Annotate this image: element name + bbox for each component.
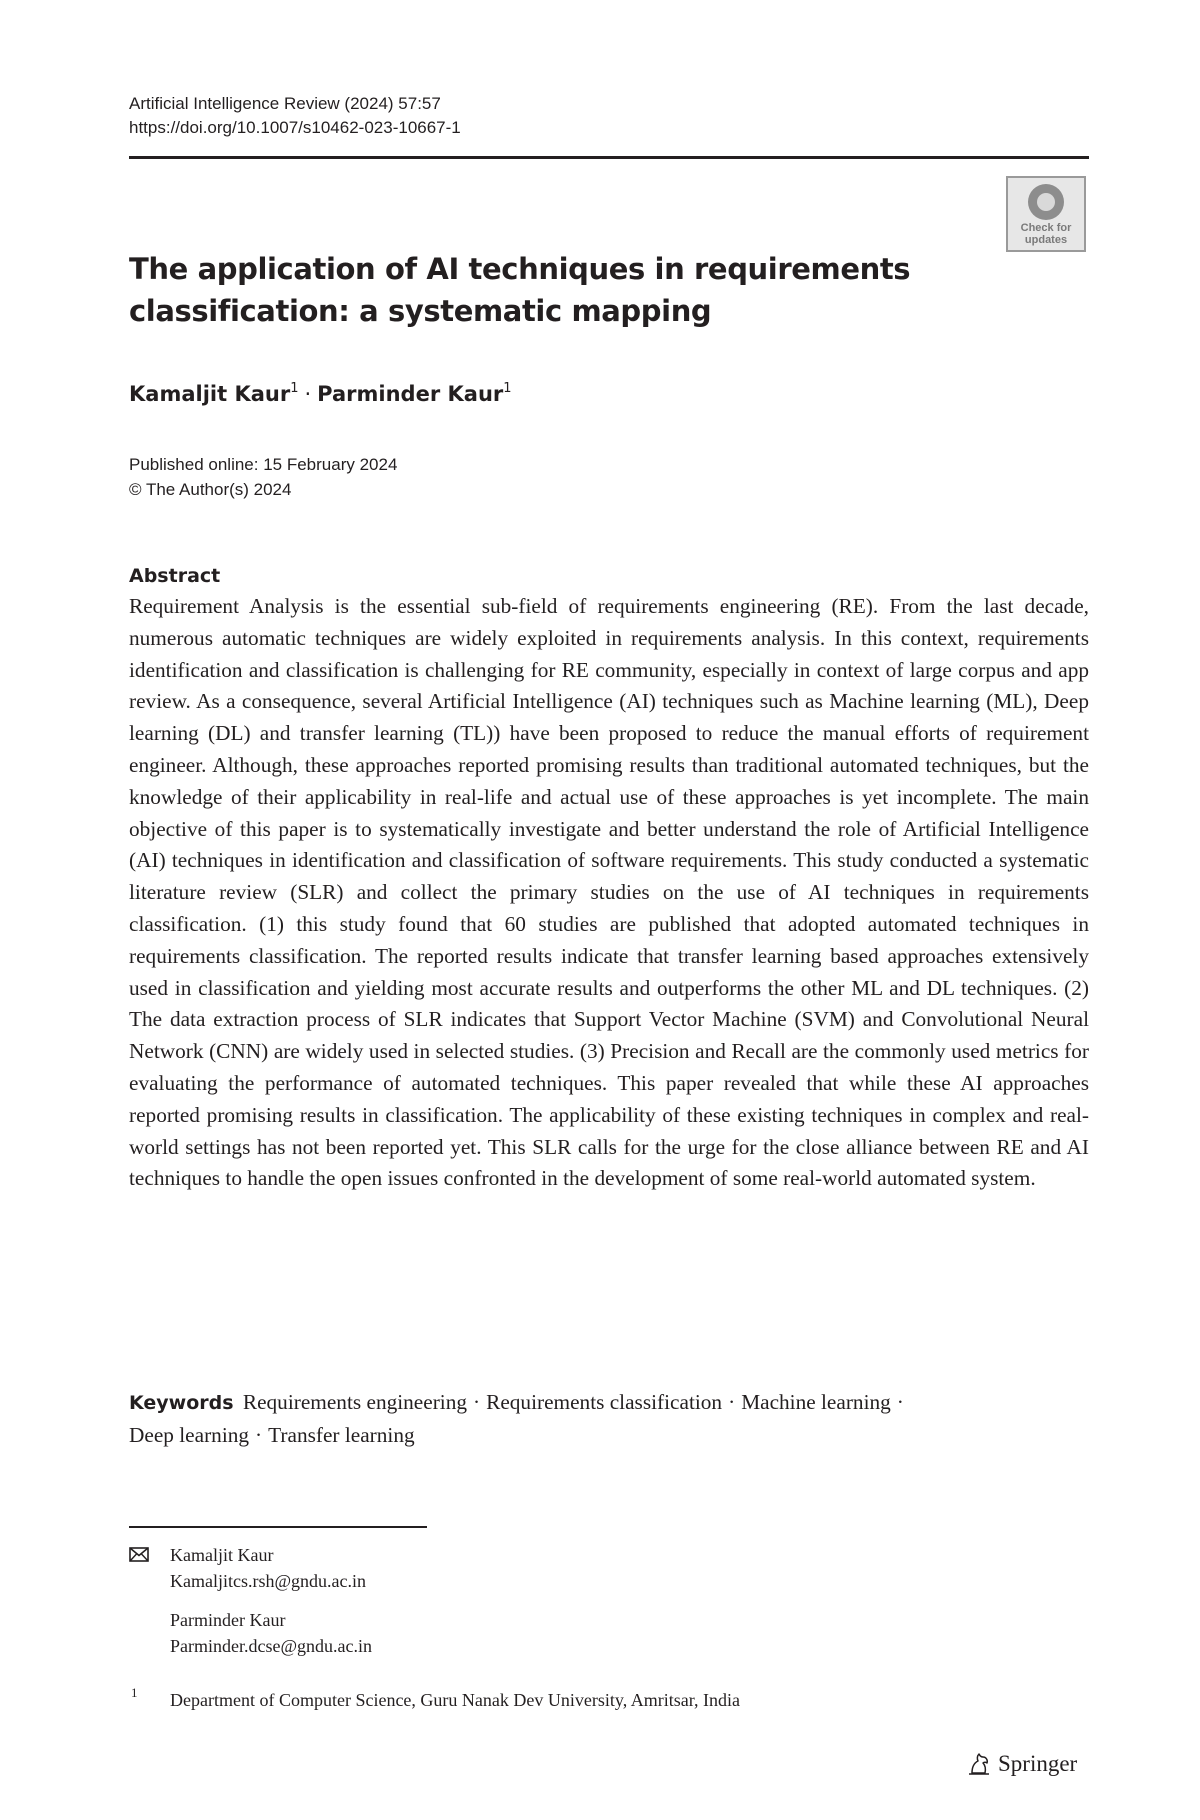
keyword-separator: · [896, 1390, 904, 1414]
check-for-updates-badge[interactable] [1006, 176, 1086, 252]
affiliation-number: 1 [131, 1685, 138, 1700]
keywords-label: Keywords [129, 1392, 234, 1414]
keyword-item: Transfer learning [268, 1423, 415, 1447]
springer-logo [966, 1749, 1077, 1779]
coauthor-name: Parminder Kaur [170, 1610, 286, 1630]
author-separator: · [304, 382, 312, 406]
paper-title: The application of AI techniques in requirements classification: a systematic mapping [129, 252, 911, 328]
keywords-section [129, 1386, 1089, 1451]
check-for-updates-icon [1028, 184, 1064, 220]
check-for-updates-label: Check for updates [1020, 222, 1072, 246]
copyright-notice: © The Author(s) 2024 [129, 480, 292, 499]
keyword-item: Requirements engineering [242, 1390, 468, 1414]
envelope-icon [129, 1547, 149, 1562]
abstract-heading: Abstract [129, 565, 221, 587]
published-online-date: Published online: 15 February 2024 [129, 455, 398, 474]
journal-citation: Artificial Intelligence Review (2024) 57:57 [129, 94, 441, 113]
keyword-item: Requirements classification [486, 1390, 723, 1414]
footnote-rule [129, 1526, 427, 1528]
keyword-item: Deep learning [129, 1423, 250, 1447]
corresponding-author-email[interactable]: Kamaljitcs.rsh@gndu.ac.in [170, 1571, 367, 1591]
doi-link[interactable]: https://doi.org/10.1007/s10462-023-10667-1 [129, 118, 461, 137]
coauthor-email[interactable]: Parminder.dcse@gndu.ac.in [170, 1636, 373, 1656]
springer-horse-icon [966, 1751, 992, 1777]
keyword-item: Machine learning [741, 1390, 891, 1414]
affiliation-text: Department of Computer Science, Guru Nanak Dev University, Amritsar, India [170, 1690, 740, 1710]
keyword-separator: · [473, 1390, 481, 1414]
author-affiliation-mark: 1 [290, 381, 299, 396]
author-list [129, 380, 512, 408]
author-affiliation-mark: 1 [503, 381, 512, 396]
keyword-separator: · [728, 1390, 736, 1414]
header-rule [129, 156, 1089, 159]
abstract-body: Requirement Analysis is the essential sub-field of requirements engineering (RE). From the last decade, numerous automatic techniques are widely exploited in requirements analysis. In this context, requirements identification and classification is challenging for RE community, especially in context of large corpus and app review. As a consequence, several Artificial Intelligence (AI) techniques such as Machine learning (ML), Deep learning (DL) and transfer learning (TL)) have been proposed to reduce the manual efforts of requirement engineer. Although, these approaches reported promising results than traditional automated techniques, but the knowledge of their applicability in real-life and actual use of these approaches is yet incomplete. The main objective of this paper is to systematically investigate and better understand the role of Artificial Intelligence (AI) techniques in identification and classification of software requirements. This study conducted a systematic literature review (SLR) and collect the primary studies on the use of AI techniques in requirements classification. (1) this study found that 60 studies are published that adopted automated techniques in requirements classification. The reported results indicate that transfer learning based approaches extensively used in classification and yielding most accurate results and outperforms the other ML and DL techniques. (2) The data extraction process of SLR indicates that Support Vector Machine (SVM) and Convolutional Neural Network (CNN) are widely used in selected studies. (3) Precision and Recall are the commonly used metrics for evaluating the performance of automated techniques. This paper revealed that while these AI approaches reported promising results in classification. The applicability of these existing techniques in complex and real-world settings has not been reported yet. This SLR calls for the urge for the close alliance between RE and AI techniques to handle the open issues confronted in the development of some real-world automated system. [129, 594, 1089, 1191]
author-name: Parminder Kaur [317, 382, 504, 406]
publisher-name: Springer [998, 1751, 1078, 1776]
corresponding-author-name: Kamaljit Kaur [170, 1545, 274, 1565]
author-name: Kamaljit Kaur [129, 382, 291, 406]
keyword-separator: · [255, 1423, 263, 1447]
